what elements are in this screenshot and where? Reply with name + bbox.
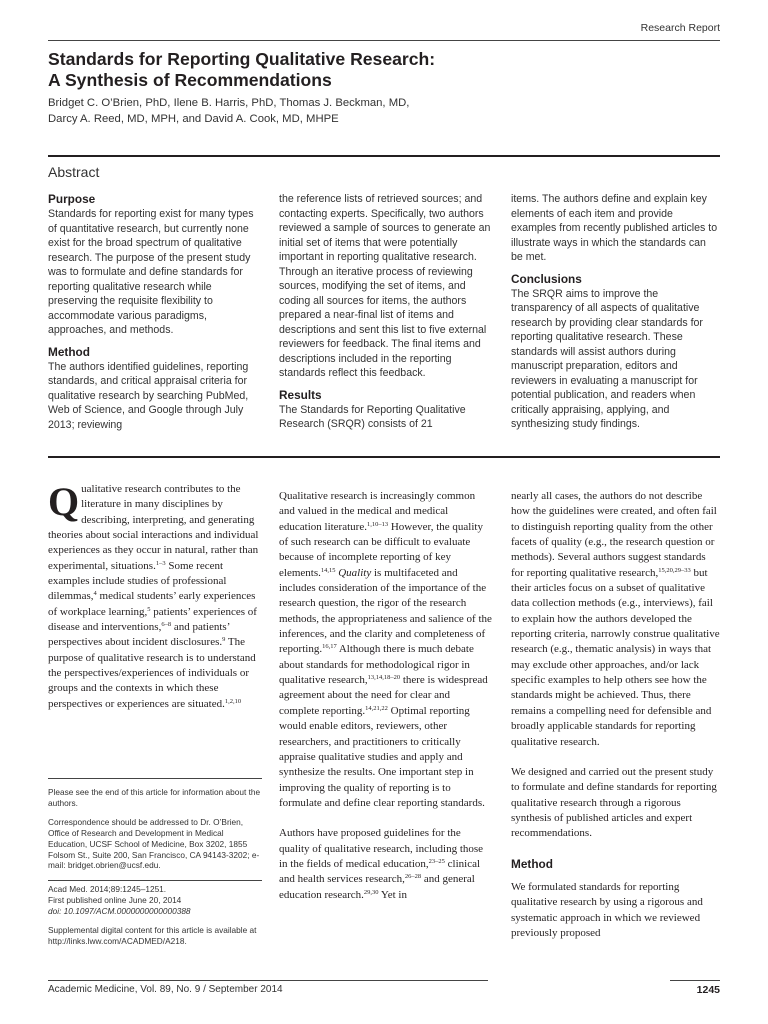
doi: doi: 10.1097/ACM.0000000000000388 [48,905,191,916]
article-title [48,49,720,91]
correspondence-note: Correspondence should be addressed to Dr. O’Brien, Office of Research and Development in Medical Education, UCSF School of Medicine, Box 3202, 1855 Folsom St., Suite 200, San Francisco, CA 94143-3202; e-mail: bridget.obrien@ucsf.edu. [48,816,260,871]
running-header: Research Report [640,22,720,34]
citation-rule [48,880,262,881]
purpose-heading: Purpose [48,192,96,206]
title-line-2: A Synthesis of Recommendations [48,70,332,90]
method-text-continued: the reference lists of retrieved sources; and contacting experts. Specifically, two authors reviewed a sample of sources to generate an initial set of items that were potentially important in reporting qualitative research. Through an iterative process of reviewing sources, modifying the set of items, and coding all sources for items, the authors prepared a near-final list of items and descriptions and sent this list to five external reviewers for feedback. The final items and descriptions included in the reporting standards reflect this feedback. [279,193,491,379]
results-text-continued: items. The authors define and explain key elements of each item and provide examples from recently published articles to illustrate ways in which the standards can be met. [511,193,718,263]
title-line-1: Standards for Reporting Qualitative Research: [48,49,436,69]
intro-paragraph: Qualitative research contributes to the literature in many disciplines by describing, interpreting, and generating theories about social interactions and individual experiences as they occur in natural, rather than experimental, situations.$^{1-3}$ Some recent examples include studies of professional dilemmas,$^4$ medical students’ early experiences of workplace learning,$^5$ patients’ experiences of disease and interventions,$^{6-8}$ and patients’ perspectives about incident disclosures.$^9$ The purpose of qualitative research is to understand the perspectives/experiences of individuals or groups and the contexts in which these perspectives or experiences are situated.$^{1,2,10}$ [48,479,259,710]
supplemental-note: Supplemental digital content for this article is available at http://links.lww.com/ACADMED/A218. [48,924,257,946]
conclusions-text: The SRQR aims to improve the transparency of all aspects of qualitative research by providing clear standards for reporting qualitative research. These standards will assist authors during manuscript preparation, editors and reviewers in evaluating a manuscript for potential publication, and readers when critically appraising, applying, and synthesizing study findings. [511,287,703,430]
body-column-1 [48,479,262,712]
page-number-rule [670,980,720,981]
paragraph: We formulated standards for reporting qualitative research by using a rigorous and systematic approach in which we reviewed previously proposed [511,880,703,939]
page-number: 1245 [696,984,720,996]
body-column-2 [279,489,493,903]
footer-rule [48,980,488,981]
conclusions-heading: Conclusions [511,271,582,286]
journal-footer: Academic Medicine, Vol. 89, No. 9 / September 2014 [48,984,283,995]
published-date: First published online June 20, 2014 [48,894,182,905]
method-section-heading: Method [511,856,553,871]
body-column-3 [511,489,720,941]
citation: Acad Med. 2014;89:1245–1251. [48,884,167,894]
results-heading: Results [279,387,322,402]
abstract-end-rule [48,456,720,458]
paragraph: Authors have proposed guidelines for the quality of qualitative research, including those in the fields of medical education,$^{23-25}$ clinical and health services research,$^{26-28}$ and general education research.$^{29,30}$ Yet in [279,827,484,901]
paragraph: nearly all cases, the authors do not describe how the guidelines were created, and often fail to distinguish reporting quality from the other facets of quality (e.g., the research question or methods). Several authors suggest standards for reporting qualitative research,$^{15,20,29-33}$ but their articles focus on a subset of qualitative data collection methods (e.g., interviews), fail to explain how the authors developed the reporting criteria, narrowly construe qualitative research (e.g., thematic analysis) in ways that may exclude other approaches, and/or lack specific examples to help others see how the standards might be achieved. Thus, there remains a compelling need for defensible and broadly applicable standards for reporting qualitative research. [511,490,720,748]
method-heading: Method [48,344,90,359]
author-list: Bridget C. O’Brien, PhD, Ilene B. Harris, PhD, Thomas J. Beckman, MD, Darcy A. Reed, MD, MPH, and David A. Cook, MD, MHPE [48,97,410,125]
notes-rule [48,778,262,779]
method-text: The authors identified guidelines, reporting standards, and critical appraisal criteria for qualitative research by searching PubMed, Web of Science, and Google through July 2013; reviewing [48,360,249,431]
citation-block [48,884,262,947]
abstract-column-1 [48,191,260,432]
author-info-note: Please see the end of this article for information about the authors. [48,787,261,808]
results-text: The Standards for Reporting Qualitative Research (SRQR) consists of 21 [279,403,466,430]
drop-cap: Q [48,479,80,524]
abstract-column-3 [511,192,720,432]
purpose-text: Standards for reporting exist for many types of quantitative research, but currently none exist for the broad spectrum of qualitative research. The purpose of the present study was to formulate and define standards for reporting qualitative research while preserving the requisite flexibility to accommodate various paradigms, approaches, and methods. [48,208,254,336]
abstract-heading: Abstract [48,164,100,180]
paragraph: Qualitative research is increasingly common and valued in the medical and medical education literature.$^{1,10-13}$ However, the quality of such research can be difficult to evaluate because of incomplete reporting of key elements.$^{14,15}$ Quality is multifaceted and includes consideration of the importance of the research question, the rigor of the research methods, the appropriateness and salience of the inferences, and the clarity and completeness of reporting.$^{16,17}$ Although there is much debate about standards for methodological rigor in qualitative research,$^{13,14,18-20}$ there is widespread agreement about the need for clear and complete reporting.$^{14,21,22}$ Optimal reporting would enable editors, reviewers, other researchers, and practitioners to critically appraise qualitative studies and apply and synthesize the results. One important step in improving the quality of reporting is to formulate and define clear reporting standards. [279,490,492,809]
abstract-rule [48,155,720,157]
paragraph: We designed and carried out the present study to formulate and define standards for reporting qualitative research through a rigorous synthesis of published articles and expert recommendations. [511,765,717,840]
author-notes [48,787,262,871]
abstract-column-2 [279,192,491,432]
header-rule [48,40,720,41]
